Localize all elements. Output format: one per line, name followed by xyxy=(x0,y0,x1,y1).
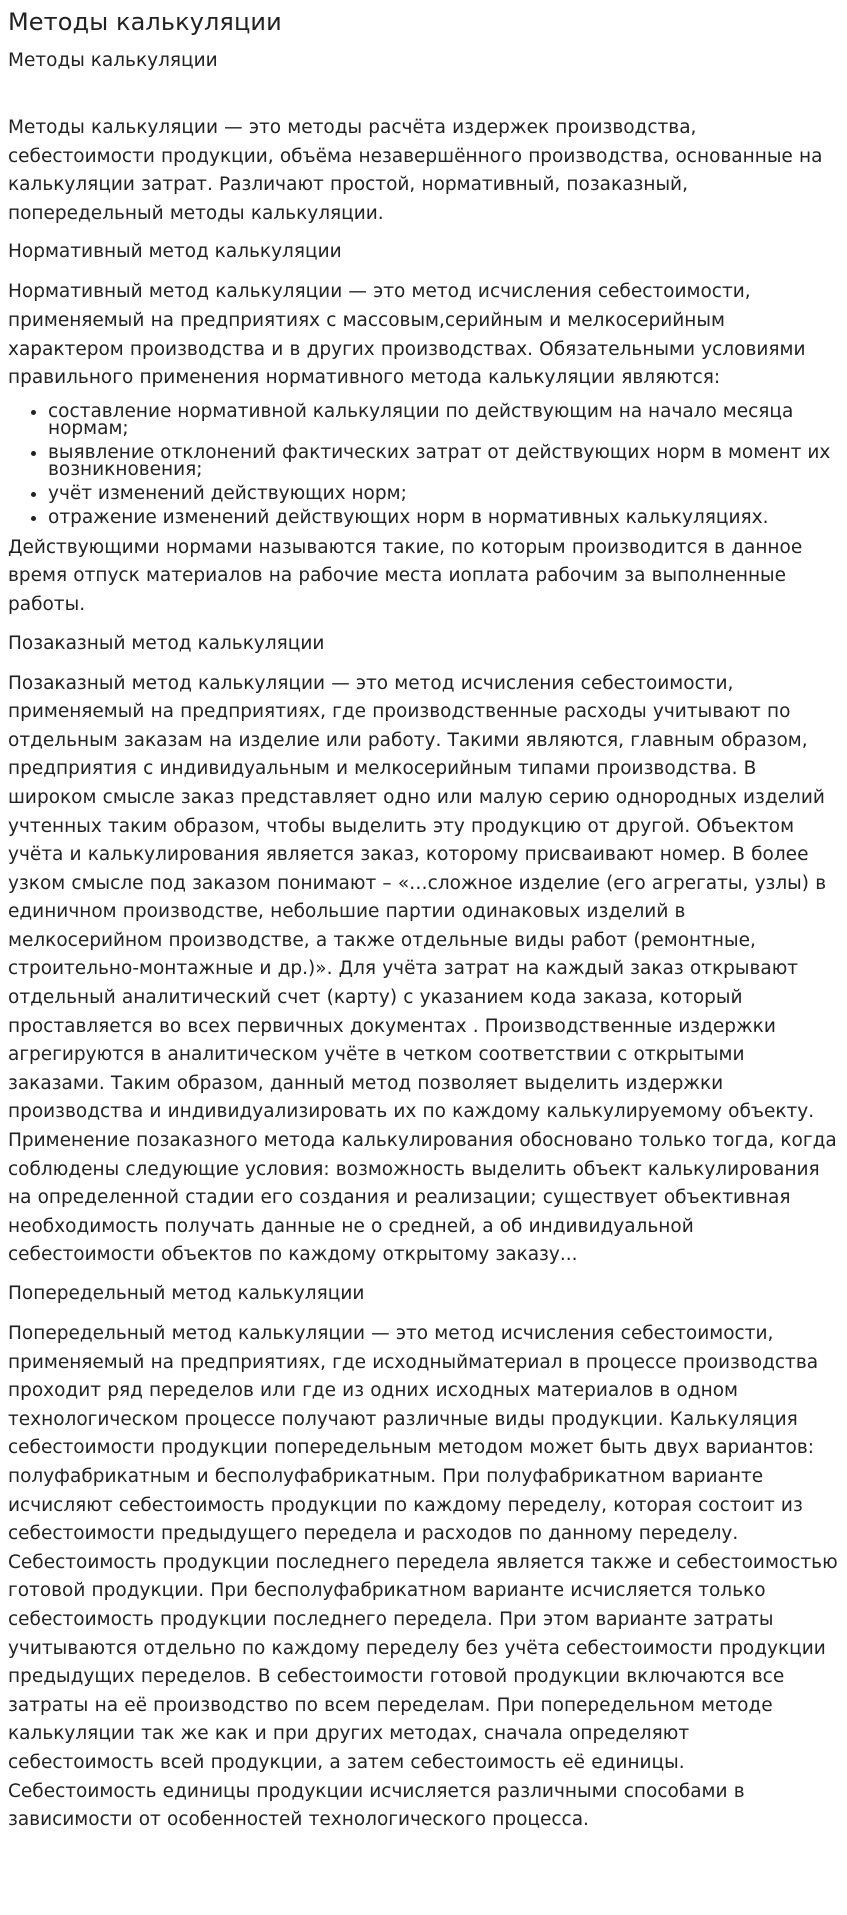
intro-paragraph: Методы калькуляции — это методы расчёта издержек производства, себестоимости продукции, объёма незавершённого производства, основанные на калькуляции затрат. Различают простой, нормативный, позаказный, попередельный методы калькуляции. xyxy=(8,117,823,224)
normative-paragraph: Нормативный метод калькуляции — это метод исчисления себестоимости, применяемый на предприятиях с массовым,серийным и мелкосерийным характером производства и в других производствах. Обязательными условиями правильного применения нормативного метода калькуляции являются: xyxy=(8,281,806,389)
order-paragraph: Позаказный метод калькуляции — это метод исчисления себестоимости, применяемый на предприятиях, где производственные расходы учитывают по отдельным заказам на изделие или работу. Такими являются, главным образом, предприятия с индивидуальным и мелкосерийным типами производства. В широком смысле заказ представляет одно или малую серию однородных изделий учтенных таким образом, чтобы выделить эту продукцию от другой. Объектом учёта и калькулирования является заказ, которому присваивают номер. В более узком смысле под заказом понимают – «…сложное изделие (его агрегаты, узлы) в единичном производстве, небольшие партии одинаковых изделий в мелкосерийном производстве, а также отдельные виды работ (ремонтные, строительно-монтажные и др.)». Для учёта затрат на каждый заказ открывают отдельный аналитический счет (карту) с указанием кода заказа, который проставляется во всех первичных документах . Производственные издержки агрегируются в аналитическом учёте в четком соответствии с открытыми заказами. Таким образом, данный метод позволяет выделить издержки производства и индивидуализировать их по каждому калькулируемому объекту. Применение позаказного метода калькулирования обосновано только тогда, когда соблюдены следующие условия: возможность выделить объект калькулирования на определенной стадии его создания и реализации; существует объективная необходимость получать данные не о средней, а об индивидуальной себестоимости объектов по каждому открытому заказу... xyxy=(8,672,837,1266)
page-title: Методы калькуляции xyxy=(8,8,282,36)
section-heading-process: Попередельный метод калькуляции xyxy=(8,1283,365,1304)
list-item: • учёт изменений действующих норм; xyxy=(48,485,839,502)
list-item: • составление нормативной калькуляции по действующим на начало месяца нормам; xyxy=(48,403,839,437)
norms-definition-paragraph: Действующими нормами называются такие, по которым производится в данное время отпуск материалов на рабочие места иоплата рабочим за выполненные работы. xyxy=(8,536,803,615)
process-paragraph: Попередельный метод калькуляции — это метод исчисления себестоимости, применяемый на предприятиях, где исходныйматериал в процессе производства проходит ряд переделов или где из одних исходных материалов в одном технологическом процессе получают различные виды продукции. Калькуляция себестоимости продукции попередельным методом может быть двух вариантов: полуфабрикатным и бесполуфабрикатным. При полуфабрикатном варианте исчисляют себестоимость продукции по каждому переделу, которая состоит из себестоимости предыдущего передела и расходов по данному переделу. Себестоимость продукции последнего передела является также и себестоимостью готовой продукции. При бесполуфабрикатном варианте исчисляется только себестоимость продукции последнего передела. При этом варианте затраты учитываются отдельно по каждому переделу без учёта себестоимости продукции предыдущих переделов. В себестоимости готовой продукции включаются все затраты на её производство по всем переделам. При попередельном методе калькуляции так же как и при других методах, сначала определяют себестоимость всей продукции, а затем себестоимость её единицы. Себестоимость единицы продукции исчисляется различными способами в зависимости от особенностей технологического процесса. xyxy=(8,1323,838,1831)
section-heading-normative: Нормативный метод калькуляции xyxy=(8,241,342,263)
page-subtitle: Методы калькуляции xyxy=(8,50,218,71)
section-heading-order: Позаказный метод калькуляции xyxy=(8,632,325,654)
normative-conditions-list xyxy=(8,400,839,528)
list-item: • отражение изменений действующих норм в нормативных калькуляциях. xyxy=(48,509,839,526)
list-item: • выявление отклонений фактических затрат от действующих норм в момент их возникновения; xyxy=(48,444,839,478)
